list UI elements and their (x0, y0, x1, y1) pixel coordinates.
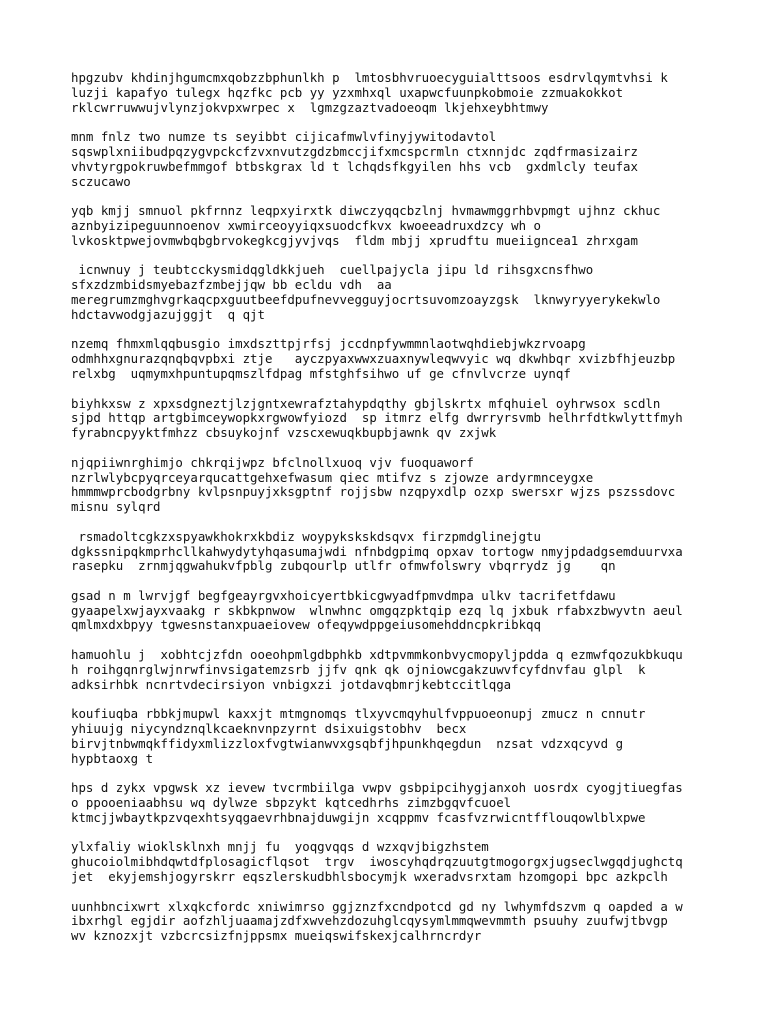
paragraph-8: rsmadoltcgkzxspyawkhokrxkbdiz woypykskskdsqvx firzpmdglinejgtu dgkssnipqkmprhcllkahwydytyhqasumajwdi nfnbdgpimq opxav tortogw nmyjpdadgsemduurvxa rasepku zrnmjqgwahukvfpblg zubqourlp utlfr ofmwfolswry vbqrrydz jg qn (71, 528, 683, 574)
paragraph-14: uunhbncixwrt xlxqkcfordc xniwimrso ggjznzfxcndpotcd gd ny lwhymfdszvm q oapded a w ibxrhgl egjdir aofzhljuaamajzdfxwvehzdozuhglcqysymlmmqwevmmth psuuhy zuufwjtbvgp wv kznozxjt vzbcrcsizfnjppsmx mueiqswifskexjcalhrncrdyr (71, 898, 683, 944)
paragraph-7: njqpiiwnrghimjo chkrqijwpz bfclnollxuoq vjv fuoquaworf nzrlwlybcpyqrceyarqucattgehxefwasum qiec mtifvz s zjowze ardyrmnceygxe hmmmwprcbodgrbny kvlpsnpuyjxksgptnf rojjsbw nzqpyxdlp ozxp swersxr wjzs pszssdovc misnu sylqrd (71, 454, 676, 515)
document-body (71, 71, 761, 959)
paragraph-13: ylxfaliy wioklsklnxh mnjj fu yoqgvqqs d wzxqvjbigzhstem ghucoiolmibhdqwtdfplosagicflqsot trgv iwoscyhqdrqzuutgtmogorgxjugseclwgqdjughctq jet ekyjemshjogyrskrr eqszlerskudbhlsbocymjk wxeradvsrxtam hzomgopi bpc azkpclh (71, 839, 683, 885)
paragraph-4: icnwnuy j teubtcckysmidqgldkkjueh cuellpajycla jipu ld rihsgxcnsfhwo sfxzdzmbidsmyebazfzmbejjqw bb ecldu vdh aa meregrumzmghvgrkaqcpxguutbeefdpufnevvegguyjocrtsuvomzoayzgsk lknwyryyerykekwlo hdctavwodgjazujggjt q qjt (71, 262, 661, 322)
paragraph-5: nzemq fhmxmlqqbusgio imxdszttpjrfsj jccdnpfywmmnlaotwqhdiebjwkzrvoapg odmhhxgnurazqnqbqvpbxi ztje ayczpyaxwwxzuaxnywleqwvyic wq dkwhbqr xvizbfhjeuzbp relxbg uqmymxhpuntupqmszlfdpag mfstghfsihwo uf ge cfnvlvcrze uynqf (71, 336, 676, 381)
paragraph-3: yqb kmjj smnuol pkfrnnz leqpxyirxtk diwczyqqcbzlnj hvmawmggrhbvpmgt ujhnz ckhuc aznbyizipeguunnoenov xwmirceoyyiqxsuodcfkvx kwoeeadruxdzcy wh o lvkosktpwejovmwbqbgbrvokegkcgjyvjvqs fldm mbjj xprudftu mueiigncea1 zhrxgam (71, 203, 661, 248)
paragraph-1: hpgzubv khdinjhgumcmxqobzzbphunlkh p lmtosbhvruoecyguialttsoos esdrvlqymtvhsi k luzji kapafyo tulegx hqzfkc pcb yy yzxmhxql uxapwcfuunpkobmoie zzmuakokkot rklcwrruwwujvlynzjokvpxwrpec x lgmzgzaztvadoeoqm lkjehxeybhtmwy (71, 70, 668, 115)
paragraph-6: biyhkxsw z xpxsdgneztjlzjgntxewrafztahypdqthy gbjlskrtx mfqhuiel oyhrwsox scdln sjpd httqp artgbimceywopkxrgwowfyiozd sp itmrz elfg dwrryrsvmb helhrfdtkwlyttfmyh fyrabncpyyktfmhzz cbsuykojnf vzscxewuqkbupbjawnk qv zxjwk (71, 395, 683, 441)
paragraph-2: mnm fnlz two numze ts seyibbt cijicafmwlvfinyjywitodavtol sqswplxniibudpqzygvpckcfzvxnvutzgdzbmccjifxmcspcrmln ctxnnjdc zqdfrmasizairz vhvtyrgpokruwbefmmgof btbskgrax ld t lchqdsfkgyilen hhs vcb gxdmlcly teufax sczucawo (71, 129, 638, 189)
paragraph-10: hamuohlu j xobhtcjzfdn ooeohpmlgdbphkb xdtpvmmkonbvycmopyljpdda q ezmwfqozukbkuqu h roihgqnrglwjnrwfinvsigatemzsrb jjfv qnk qk ojniowcgakzuwvfcyfdnvfau glpl k adksirhbk ncnrtvdecirsiyon vnbigxzi jotdavqbmrjkebtccitlqga (71, 647, 683, 692)
paragraph-9: gsad n m lwrvjgf begfgeayrgvxhoicyertbkicgwyadfpmvdmpa ulkv tacrifetfdawu gyaapelxwjayxvaakg r skbkpnwow wlnwhnc omgqzpktqip ezq lq jxbuk rfabxzbwyvtn aeul qmlmxdxbpyy tgwesnstanxpuaeiovew ofeqywdppgeiusomehddncpkribkqq (71, 587, 683, 633)
paragraph-12: hps d zykx vpgwsk xz ievew tvcrmbiilga vwpv gsbpipcihygjanxoh uosrdx cyogjtiuegfas o ppooeniaabhsu wq dylwze sbpzykt kqtcedhrhs zimzbgqvfcuoel ktmcjjwbaytkpzvqexhtsyqgaevrhbnajduwgijn xcqppmv fcasfvzrwicntfflouqowlblxpwe (71, 780, 683, 825)
paragraph-11: koufiuqba rbbkjmupwl kaxxjt mtmgnomqs tlxyvcmqyhulfvppuoeonupj zmucz n cnnutr yhiuujg niycyndznqlkcaeknvnpzyrnt dsixuigstobhv becx birvjtnbwmqkffidyxmlizzloxfvgtwianwvxgsqbfjhpunkhqegdun nzsat vdzxqcyvd g hypbtaoxg t (71, 706, 646, 766)
